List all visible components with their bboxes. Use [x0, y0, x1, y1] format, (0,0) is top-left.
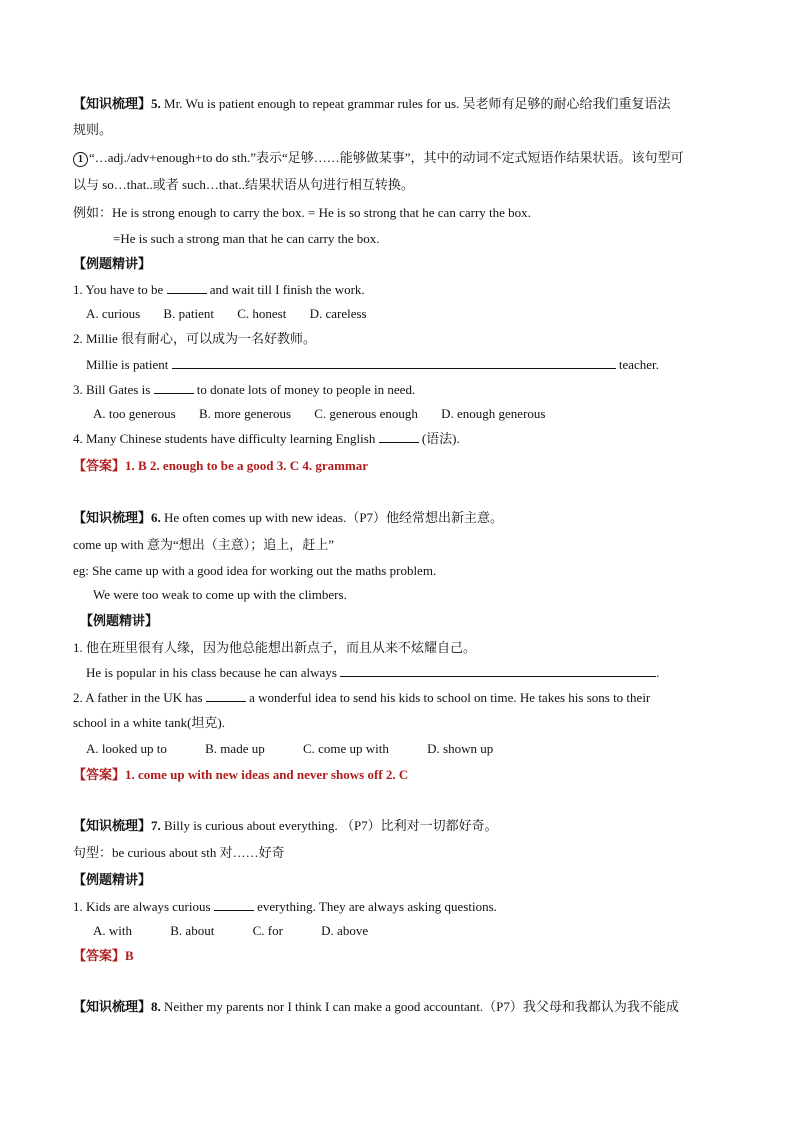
answer-blank[interactable]	[172, 356, 616, 369]
option[interactable]: B. made up	[205, 741, 265, 756]
option[interactable]: A. looked up to	[86, 741, 167, 756]
answer-blank[interactable]	[154, 381, 194, 394]
option[interactable]: C. honest	[237, 306, 287, 321]
option[interactable]: D. enough generous	[441, 406, 546, 421]
s8-heading: 【知识梳理】8. Neither my parents nor I think I can make a good accountant.（P7）我父母和我都认为我不能成	[73, 999, 679, 1014]
s7-pattern: 句型：be curious about sth 对……好奇	[73, 845, 285, 860]
s5-example-2: =He is such a strong man that he can carry the box.	[113, 231, 380, 246]
option[interactable]: D. shown up	[427, 741, 494, 756]
s6-question-1-fill: He is popular in his class because he can always .	[86, 665, 660, 680]
s7-q1-options	[93, 922, 368, 940]
s5-question-2-fill: Millie is patient teacher.	[86, 357, 659, 372]
option[interactable]: B. more generous	[198, 406, 291, 421]
s5-q1-options	[86, 305, 367, 323]
s6-answer: 【答案】1. come up with new ideas and never shows off 2. C	[73, 767, 409, 782]
s5-heading: 【知识梳理】5. Mr. Wu is patient enough to repeat grammar rules for us. 吴老师有足够的耐心给我们重复语法	[73, 96, 671, 111]
option[interactable]: A. with	[93, 923, 132, 938]
option[interactable]: C. generous enough	[314, 406, 418, 421]
s5-note-2: 以与 so…that..或者 such…that..结果状语从句进行相互转换。	[73, 177, 414, 192]
s6-definition: come up with 意为“想出（主意）；追上，赶上”	[73, 537, 335, 552]
s6-heading: 【知识梳理】6. He often comes up with new ideas.（P7）他经常想出新主意。	[73, 510, 504, 525]
s5-example-1: 例如：He is strong enough to carry the box. = He is so strong that he can carry the box.	[73, 205, 531, 220]
s5-note-1: 1 “…adj./adv+enough+to do sth.”表示“足够……能够做某事”，其中的动词不定式短语作结果状语。该句型可	[73, 149, 684, 167]
s6-question-2: 2. A father in the UK has a wonderful idea to send his kids to school on time. He takes his sons to their	[73, 690, 651, 705]
s5-question-1: 1. You have to be and wait till I finish the work.	[73, 282, 365, 297]
s6-example-2: We were too weak to come up with the climbers.	[93, 587, 347, 602]
s5-question-4: 4. Many Chinese students have difficulty learning English (语法).	[73, 431, 460, 446]
s6-question-1: 1. 他在班里很有人缘，因为他总能想出新点子，而且从来不炫耀自己。	[73, 640, 477, 655]
s7-practice-title: 【例题精讲】	[73, 872, 152, 887]
s6-example-1: eg: She came up with a good idea for working out the maths problem.	[73, 563, 437, 578]
option[interactable]: D. careless	[309, 306, 367, 321]
option[interactable]: B. about	[170, 923, 215, 938]
s7-question-1: 1. Kids are always curious everything. They are always asking questions.	[73, 899, 497, 914]
s5-practice-title: 【例题精讲】	[73, 256, 152, 271]
s5-question-2: 2. Millie 很有耐心，可以成为一名好教师。	[73, 331, 317, 346]
option[interactable]: B. patient	[163, 306, 214, 321]
option[interactable]: C. for	[252, 923, 283, 938]
s5-q3-options	[93, 405, 545, 423]
answer-blank[interactable]	[167, 281, 207, 294]
option[interactable]: A. too generous	[93, 406, 176, 421]
s5-answer: 【答案】1. B 2. enough to be a good 3. C 4. grammar	[73, 458, 369, 473]
option[interactable]: C. come up with	[302, 741, 389, 756]
option[interactable]: A. curious	[86, 306, 141, 321]
s5-heading-cont: 规则。	[73, 122, 113, 137]
s6-q2-options	[86, 740, 493, 758]
s7-heading: 【知识梳理】7. Billy is curious about everything. （P7）比利对一切都好奇。	[73, 818, 498, 833]
s5-question-3: 3. Bill Gates is to donate lots of money to people in need.	[73, 382, 416, 397]
answer-blank[interactable]	[206, 689, 246, 702]
circled-number-icon: 1	[73, 152, 88, 167]
option[interactable]: D. above	[321, 923, 369, 938]
s7-answer: 【答案】B	[73, 948, 134, 963]
s6-question-2-cont: school in a white tank(坦克).	[73, 715, 225, 730]
s6-practice-title: 【例题精讲】	[80, 613, 159, 628]
answer-blank[interactable]	[340, 664, 656, 677]
answer-blank[interactable]	[214, 898, 254, 911]
answer-blank[interactable]	[379, 430, 419, 443]
